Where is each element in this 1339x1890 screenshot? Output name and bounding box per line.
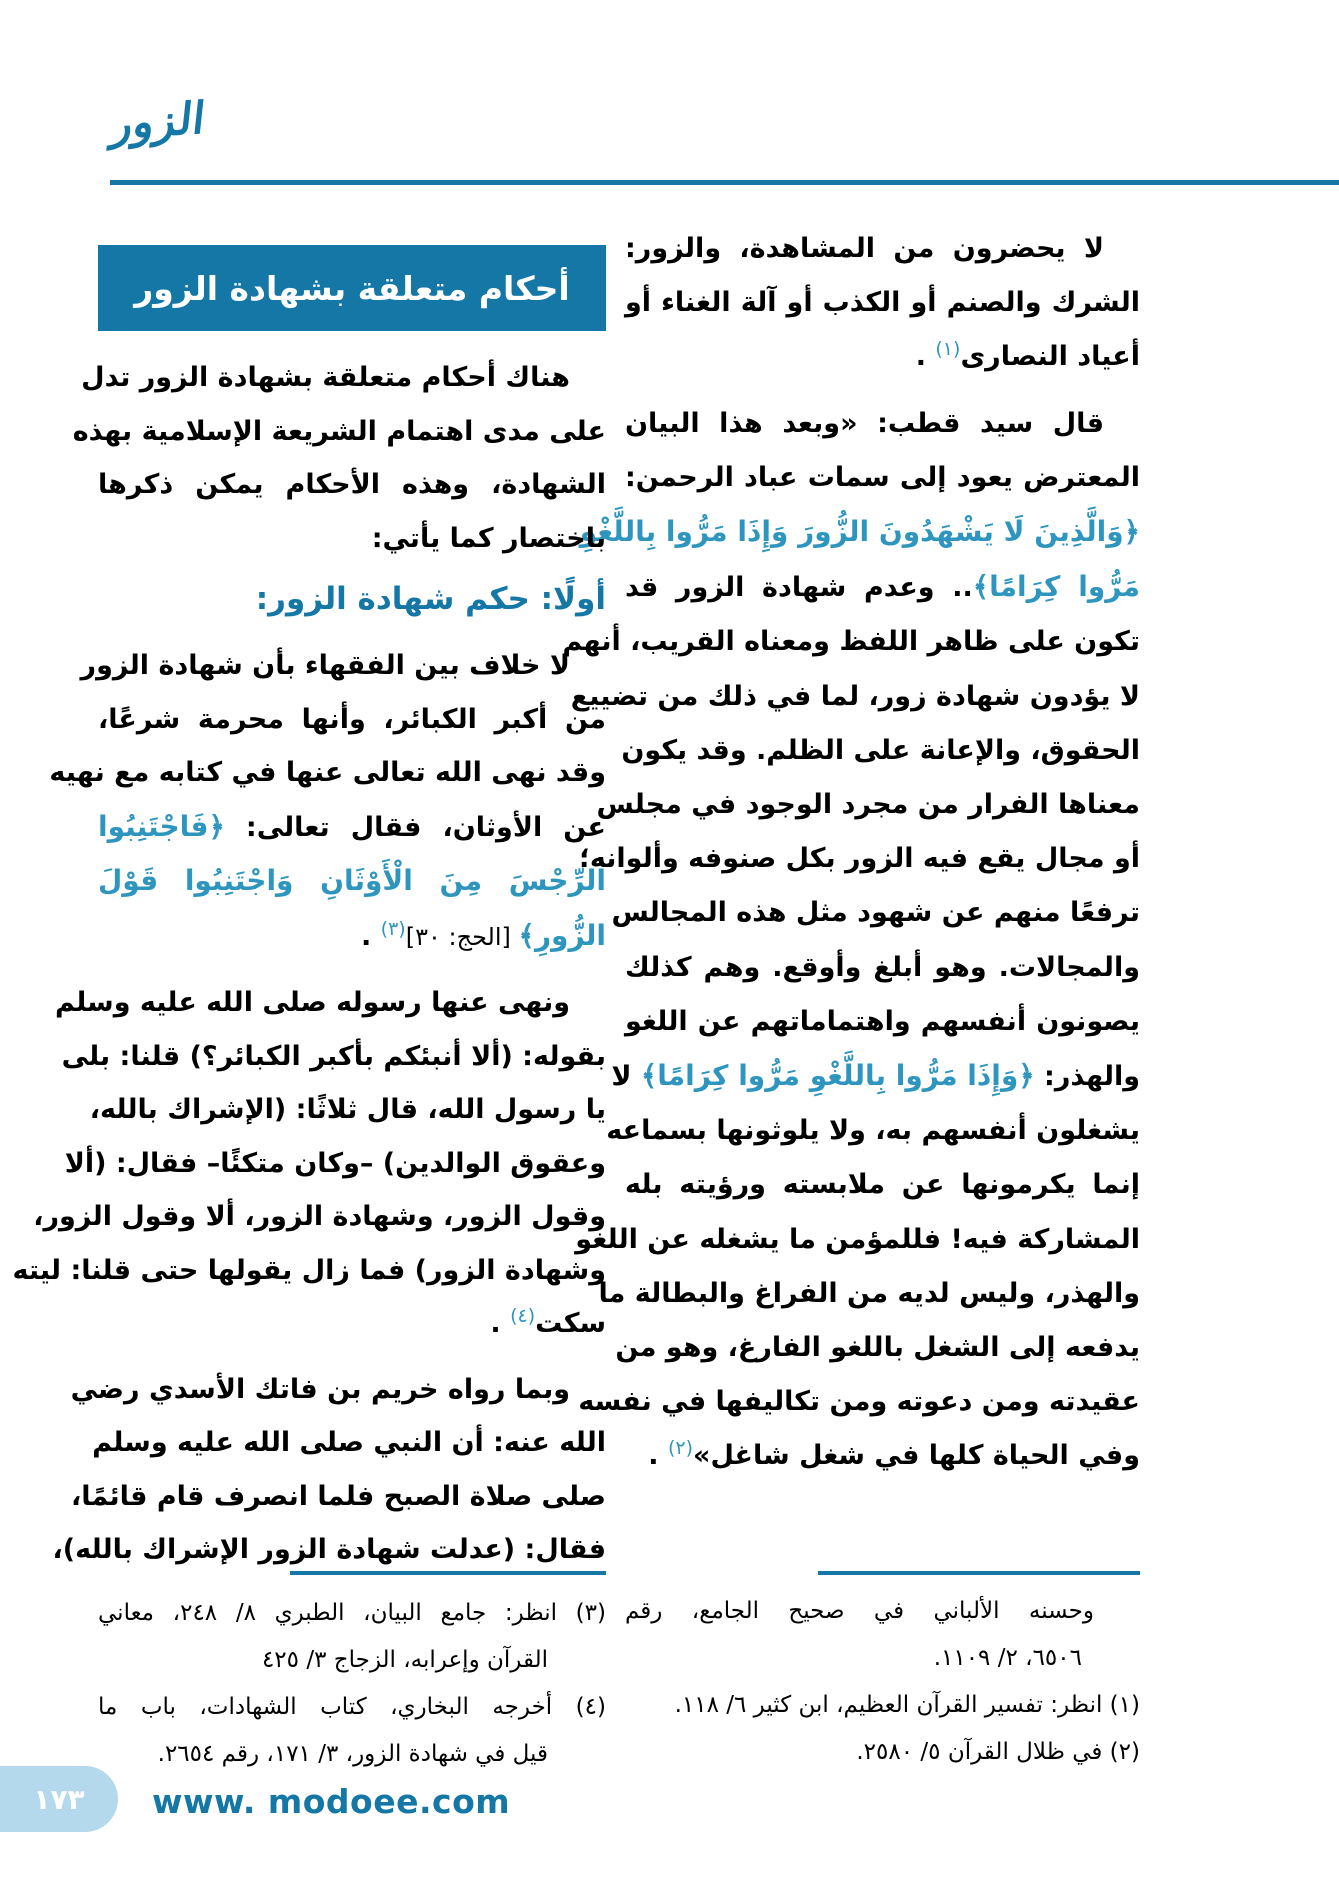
quran-verse-segment: الرِّجْسَ مِنَ الْأَوْثَانِ وَاجْتَنِبُوا قَوْلَ (98, 864, 606, 897)
left-column-text (12, 351, 606, 1577)
text-line (625, 451, 1140, 505)
text-segment: (٤) أخرجه البخاري، كتاب الشهادات، باب ما (98, 1694, 606, 1720)
text-line (611, 1049, 1140, 1104)
section-heading: أولًا: حكم شهادة الزور: (255, 581, 606, 617)
text-segment: وبما رواه خريم بن فاتك الأسدي رضي (70, 1373, 570, 1405)
text-line (98, 854, 606, 909)
text-segment: على مدى اهتمام الشريعة الإسلامية بهذه (72, 415, 606, 447)
text-line (575, 1213, 1140, 1267)
footnote-ref: (١) (935, 338, 961, 361)
text-line (71, 1470, 606, 1524)
text-line (578, 1375, 1140, 1429)
text-segment: تكون على ظاهر اللفظ ومعناه القريب، أنهم (562, 626, 1140, 658)
text-line (625, 397, 1140, 451)
text-line (625, 560, 1140, 615)
text-segment: ونهى عنها رسوله صلى الله عليه وسلم (54, 987, 570, 1018)
text-line (621, 724, 1140, 778)
text-line (98, 1684, 606, 1731)
text-line (625, 276, 1140, 330)
text-line (579, 505, 1140, 560)
text-segment: لا (611, 1061, 641, 1093)
text-segment: القرآن وإعرابه، الزجاج ٣/ ٤٢٥ (261, 1647, 548, 1673)
text-segment: . (915, 341, 936, 373)
footnotes-left (98, 1590, 606, 1778)
text-segment: إنما يكرمونها عن ملابسته ورؤيته بله (625, 1169, 1140, 1201)
footnote-ref: (٣) (380, 917, 406, 940)
text-line (98, 1297, 606, 1351)
quran-verse-segment: ﴿وَإِذَا مَرُّوا بِاللَّغْوِ مَرُّوا كِرَامًا﴾ (640, 1059, 1035, 1093)
text-line (33, 1190, 606, 1244)
text-line (80, 639, 606, 693)
text-segment: والهذر: (1034, 1061, 1140, 1093)
quran-verse-segment: ﴿وَالَّذِينَ لَا يَشْهَدُونَ الزُّورَ وَإِذَا مَرُّوا بِاللَّغْوِ (579, 515, 1140, 549)
text-line (625, 1635, 1140, 1682)
text-segment: ٦٥٠٦، ٢/ ١١٠٩. (933, 1645, 1082, 1671)
text-line (92, 1416, 606, 1470)
text-segment: (١) انظر: تفسير القرآن العظيم، ابن كثير ٦/ ١١٨. (674, 1692, 1140, 1718)
text-line (89, 1083, 606, 1137)
text-segment: ترفعًا منهم عن شهود مثل هذه المجالس (611, 897, 1140, 929)
text-segment: وفي الحياة كلها في شغل شاغل» (693, 1440, 1140, 1472)
text-line (98, 458, 606, 512)
text-line (81, 351, 606, 405)
text-segment: وعقوق الوالدين) –وكان متكئًا– فقال: (ألا (64, 1147, 606, 1179)
sub-heading-line (98, 567, 606, 633)
text-line (61, 1030, 606, 1084)
text-segment: الله عنه: أن النبي صلى الله عليه وسلم (92, 1427, 606, 1458)
footnote-ref: (٢) (667, 1437, 694, 1460)
text-line (625, 995, 1140, 1049)
text-segment: عن الأوثان، فقال تعالى: (224, 811, 606, 843)
text-segment: وشهادة الزور) فما زال يقولها حتى قلنا: ليته (12, 1254, 606, 1286)
text-segment: الشهادة، وهذه الأحكام يمكن ذكرها (98, 469, 606, 500)
text-line (562, 615, 1140, 669)
text-segment: . (490, 1308, 511, 1339)
text-line (625, 1729, 1140, 1776)
text-segment: سكت (535, 1308, 606, 1339)
text-segment: لا يؤدون شهادة زور، لما في ذلك من تضييع (570, 680, 1140, 712)
footnotes-right (625, 1588, 1140, 1776)
page-number-pill (0, 1766, 118, 1832)
text-segment: . (360, 920, 381, 952)
text-line (49, 746, 606, 800)
text-segment: أعياد النصارى (960, 341, 1140, 373)
text-line (625, 941, 1140, 995)
text-segment: والهذر، وليس لديه من الفراغ والبطالة ما (598, 1277, 1140, 1309)
left-column (12, 245, 606, 1577)
text-segment: وقول الزور، وشهادة الزور، ألا وقول الزور، (33, 1201, 606, 1232)
text-segment: (٣) انظر: جامع البيان، الطبري ٨/ ٢٤٨، معاني (98, 1600, 606, 1626)
text-segment: وحسنه الألباني في صحيح الجامع، رقم (625, 1598, 1094, 1624)
text-segment: الحقوق، والإعانة على الظلم. وقد يكون (621, 734, 1140, 766)
text-segment: يا رسول الله، قال ثلاثًا: (الإشراك بالله، (89, 1094, 606, 1125)
text-line (12, 1244, 606, 1298)
text-line (98, 1590, 606, 1637)
text-line (596, 778, 1140, 832)
text-segment: يصونون أنفسهم واهتماماتهم عن اللغو (625, 1005, 1140, 1037)
book-logo: الزور (108, 92, 208, 151)
header-rule (110, 180, 1339, 185)
quran-verse-segment: الزُّورِ﴾ (518, 918, 606, 952)
verse-reference: [الحج: ٣٠] (405, 922, 519, 951)
text-segment: باختصار كما يأتي: (371, 522, 606, 554)
page-number: ١٧٣ (33, 1782, 85, 1816)
text-line (98, 800, 606, 855)
text-segment: وقد نهى الله تعالى عنها في كتابه مع نهيه (49, 757, 606, 788)
text-segment: لا خلاف بين الفقهاء بأن شهادة الزور (80, 650, 570, 681)
quran-verse-segment: ﴿فَاجْتَنِبُوا (98, 809, 225, 843)
text-line (72, 405, 606, 459)
text-segment: عقيدته ومن دعوته ومن تكاليفها في نفسه (578, 1386, 1140, 1418)
text-line (579, 832, 1140, 886)
footnote-rule-right (818, 1571, 1140, 1575)
text-segment: من أكبر الكبائر، وأنها محرمة شرعًا، (98, 703, 606, 735)
text-segment: قال سيد قطب: «وبعد هذا البيان (625, 407, 1104, 439)
text-segment: أو مجال يقع فيه الزور بكل صنوفه وألوانه؛ (579, 843, 1140, 875)
text-line (615, 1321, 1140, 1375)
text-line (98, 512, 606, 566)
text-line (98, 909, 606, 965)
text-line (625, 1429, 1140, 1483)
text-line (606, 1104, 1140, 1158)
text-segment: هناك أحكام متعلقة بشهادة الزور تدل (81, 362, 570, 393)
text-segment: .. وعدم شهادة الزور قد (625, 572, 973, 604)
text-segment: يشغلون أنفسهم به، ولا يلوثونها بسماعه (606, 1115, 1140, 1147)
text-line (54, 976, 606, 1030)
text-segment: قيل في شهادة الزور، ٣/ ١٧١، رقم ٢٦٥٤. (157, 1741, 548, 1767)
text-line (625, 222, 1140, 276)
section-title-box (98, 245, 606, 331)
website-url: www. modoee.com (152, 1782, 511, 1821)
text-segment: المعترض يعود إلى سمات عباد الرحمن: (625, 461, 1140, 493)
text-line (70, 1363, 606, 1417)
footnote-rule-left (290, 1571, 606, 1575)
text-line (611, 886, 1140, 940)
text-segment: لا يحضرون من المشاهدة، والزور: (625, 233, 1104, 264)
text-segment: الشرك والصنم أو الكذب أو آلة الغناء أو (625, 287, 1140, 319)
text-line (98, 1637, 606, 1684)
text-line (625, 1682, 1140, 1729)
text-line (625, 330, 1140, 384)
text-line (98, 1731, 606, 1778)
text-line (52, 1523, 606, 1577)
text-line (625, 1158, 1140, 1212)
text-segment: فقال: (عدلت شهادة الزور الإشراك بالله)، (52, 1534, 606, 1565)
text-segment: معناها الفرار من مجرد الوجود في مجلس (596, 789, 1140, 821)
text-segment: المشاركة فيه! فللمؤمن ما يشغله عن اللغو (575, 1223, 1140, 1255)
footnote-ref: (٤) (510, 1305, 536, 1327)
text-line (598, 1267, 1140, 1321)
text-line (625, 1588, 1140, 1635)
text-segment: . (648, 1440, 668, 1472)
text-segment: يدفعه إلى الشغل باللغو الفارغ، وهو من (615, 1332, 1140, 1364)
quran-verse-segment: مَرُّوا كِرَامًا﴾ (972, 570, 1140, 604)
text-segment: بقوله: (ألا أنبئكم بأكبر الكبائر؟) قلنا: بلى (61, 1040, 606, 1072)
text-segment: والمجالات. وهو أبلغ وأوقع. وهم كذلك (625, 951, 1140, 983)
text-line (98, 693, 606, 747)
text-line (570, 670, 1140, 724)
text-line (64, 1137, 606, 1191)
text-segment: (٢) في ظلال القرآن ٥/ ٢٥٨٠. (856, 1739, 1140, 1765)
section-title: أحكام متعلقة بشهادة الزور (134, 268, 570, 308)
text-segment: صلى صلاة الصبح فلما انصرف قام قائمًا، (71, 1480, 606, 1512)
